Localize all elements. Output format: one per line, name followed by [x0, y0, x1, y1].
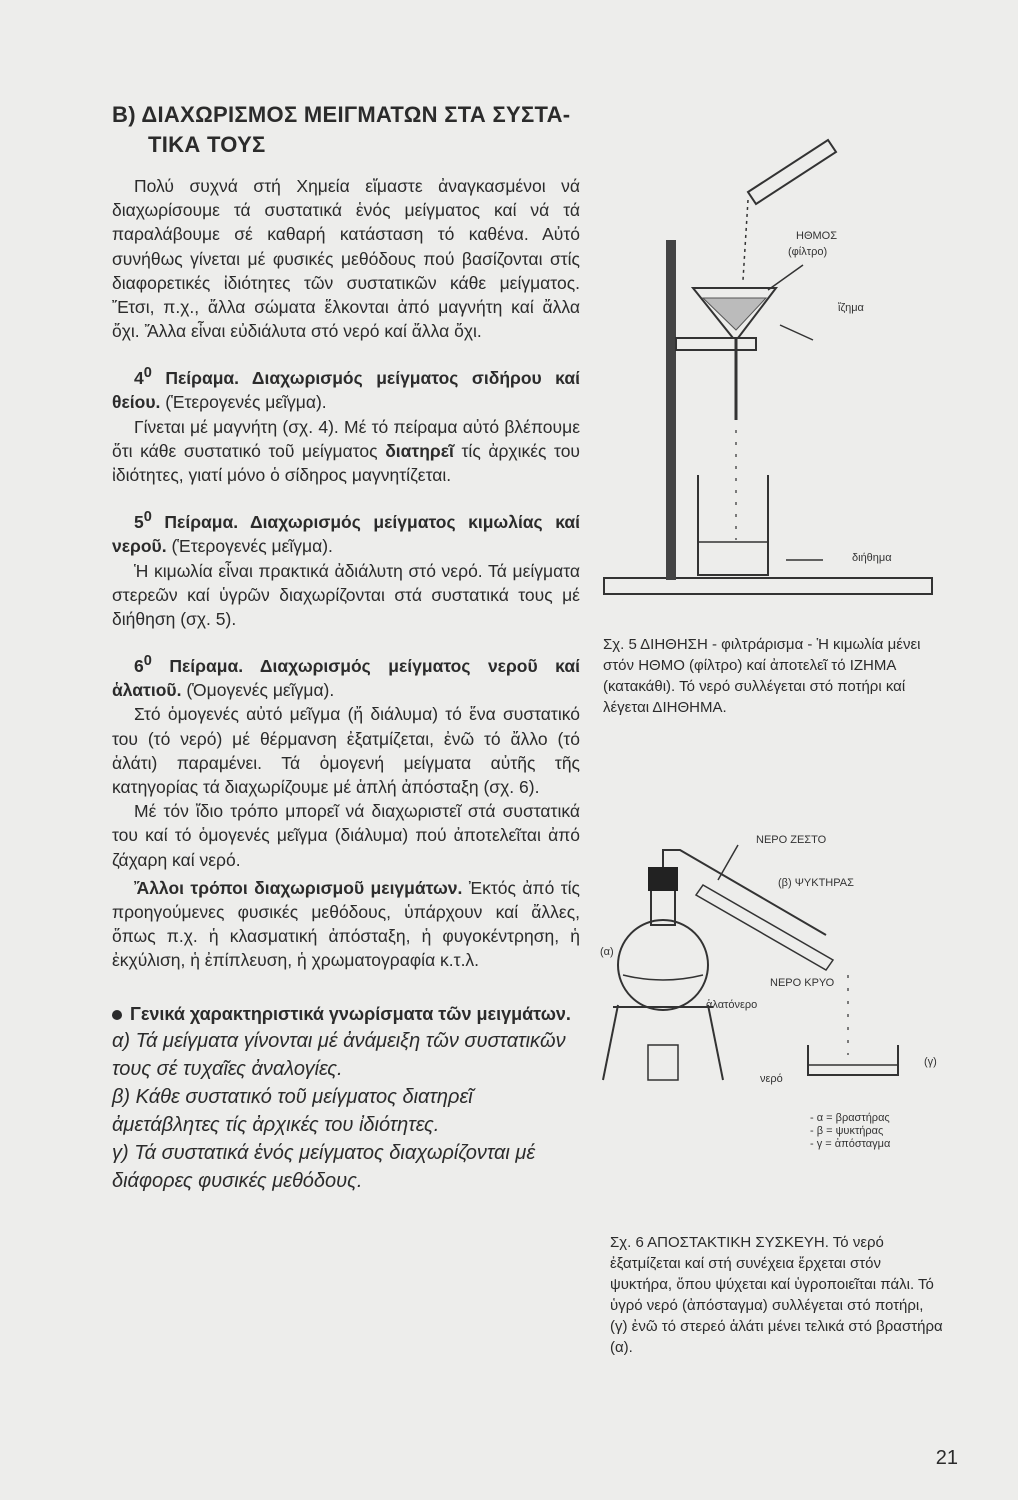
label-hot-water: ΝΕΡΟ ΖΕΣΤΟ — [756, 834, 827, 846]
legend — [810, 1112, 890, 1151]
page-number: 21 — [935, 1447, 958, 1469]
label-cooler: (β) ΨΥΚΤΗΡΑΣ — [778, 877, 854, 889]
experiment-6-head: Πείραμα. Διαχωρισμός μείγματος νεροῦ καί ἁλατιοῦ. — [112, 655, 580, 701]
label-distillate: (γ) — [924, 1056, 937, 1068]
label-filter-sub: (φίλτρο) — [788, 246, 828, 258]
experiment-5: $5^0$ Πείραμα. Διαχωρισμός μείγματος κιμωλίας καί νεροῦ. (Ἑτερογενές μεῖγμα). Ἡ κιμωλία εἶναι πρακτικά ἀδιάλυτη στό νερό. Τά μείγματα στερεῶν καί ὑγρῶν διαχωρίζονται στά συστατικά τους μέ διήθηση (σχ. 5). — [112, 505, 580, 631]
experiment-6: $6^0$ Πείραμα. Διαχωρισμός μείγματος νεροῦ καί ἁλατιοῦ. (Ὁμογενές μεῖγμα). Στό ὁμογενές αὐτό μεῖγμα (ἤ διάλυμα) τό ἕνα συστατικό του (τό νερό) μέ θέρμανση ἐξατμίζεται, ἐνῶ τό ἄλλο (τό ἁλάτι) παραμένει. Τά ὁμογενή μείγματα αὐτῆς τῆς κατηγορίας τά διαχωρίζουμε μέ ἁπλή ἀπόσταξη (σχ. 6). Μέ τόν ἴδιο τρόπο μπορεῖ νά διαχωριστεῖ στά συστατικά του καί τό ὁμογενές μεῖγμα (διάλυμα) πού ἀποτελεῖται ἀπό ζάχαρη καί νερό. — [112, 649, 580, 872]
fig5-caption: Σχ. 5 ΔΙΗΘΗΣΗ - φιλτράρισμα - Ἡ κιμωλία μένει στόν ΗΘΜΟ (φίλτρο) καί ἀποτελεῖ τό ΙΖΗΜΑ (κατακάθι). Τό νερό συλλέγεται στό ποτήρι καί λέγεται ΔΙΗΘΗΜΑ. — [603, 636, 921, 716]
section-title-line2: ΤΙΚΑ ΤΟΥΣ — [148, 132, 266, 157]
section-title — [112, 100, 580, 160]
label-residue: ἴζημα — [838, 302, 864, 314]
experiment-5-head: Πείραμα. Διαχωρισμός μείγματος κιμωλίας καί νεροῦ. — [112, 512, 580, 557]
general-item-a: α) Τά μείγματα γίνονται μέ ἀνάμειξη τῶν συστατικῶν τους σέ τυχαῖες ἀναλογίες. — [112, 1029, 566, 1080]
experiment-4-body2: τίς ἀρχικές του ἰδιότητες, γιατί μόνο ὁ σίδηρος μαγνητίζεται. — [112, 440, 581, 486]
bullet-icon — [112, 1010, 122, 1020]
legend-item: - α = βραστήρας — [810, 1112, 890, 1124]
fig6-caption: Σχ. 6 ΑΠΟΣΤΑΚΤΙΚΗ ΣΥΣΚΕΥΗ. Τό νερό ἐξατμίζεται καί στή συνέχεια ἔρχεται στόν ψυκτήρα, ὅπου ψύχεται καί ὑγροποιεῖται πάλι. Τό ὑγρό νερό (ἀπόσταγμα) συλλέγεται στό ποτήρι, (γ) ἐνῶ τό στερεό ἁλάτι μένει τελικά στό βραστήρα (α). — [610, 1234, 943, 1356]
experiment-6-body: Στό ὁμογενές αὐτό μεῖγμα (ἤ διάλυμα) τό ἕνα συστατικό του (τό νερό) μέ θέρμανση ἐξατμίζεται, ἐνῶ τό ἄλλο (τό ἁλάτι) παραμένει. Τά ὁμογενή μείγματα αὐτῆς τῆς κατηγορίας τά διαχωρίζουμε μέ ἁπλή ἀπόσταξη (σχ. 6). — [112, 704, 580, 797]
left-column — [112, 100, 580, 1195]
other-methods — [112, 876, 580, 973]
general-characteristics-head: Γενικά χαρακτηριστικά γνωρίσματα τῶν μειγμάτων. — [112, 1001, 580, 1027]
label-water: νερό — [760, 1073, 783, 1085]
label-filter: ΗΘΜΟΣ — [796, 230, 838, 242]
experiment-4-head: Πείραμα. Διαχωρισμός μείγματος σιδήρου καί θείου. — [112, 368, 580, 413]
other-methods-body: Ἐκτός ἀπό τίς προηγούμενες φυσικές μεθόδους, ὑπάρχουν καί ἄλλες, ὅπως π.χ. ἡ κλασματική ἀπόσταξη, ἡ φυγοκέντρηση, ἡ ἐκχύλιση, ἡ ἐπίπλευση, ἡ χρωματογραφία κ.τ.λ. — [112, 877, 580, 971]
label-cold-water: ΝΕΡΟ ΚΡΥΟ — [770, 977, 835, 989]
experiment-4-body: Γίνεται μέ μαγνήτη (σχ. 4). Μέ τό πείραμα αὐτό βλέπουμε ὅτι κάθε συστατικό τοῦ μείγματος — [112, 416, 580, 461]
section-title-line1: Β) ΔΙΑΧΩΡΙΣΜΟΣ ΜΕΙΓΜΑΤΩΝ ΣΤΑ ΣΥΣΤΑ- — [112, 102, 571, 127]
experiment-5-num: 5 — [134, 512, 144, 533]
general-item-c: γ) Τά συστατικά ἑνός μείγματος διαχωρίζονται μέ διάφορες φυσικές μεθόδους. — [112, 1141, 536, 1192]
experiment-6-body2: Μέ τόν ἴδιο τρόπο μπορεῖ νά διαχωριστεῖ στά συστατικά του καί τό ὁμογενές μεῖγμα (διάλυμα) πού ἀποτελεῖται ἀπό ζάχαρη καί νερό. — [112, 801, 580, 870]
experiment-4-bold: διατηρεῖ — [385, 440, 454, 461]
intro-paragraph: Πολύ συχνά στή Χημεία εἴμαστε ἀναγκασμένοι νά διαχωρίσουμε τά συστατικά ἑνός μείγματος καί νά τά παραλάβουμε σέ καθαρή κατάσταση τό καθένα. Αὐτό συνήθως γίνεται μέ φυσικές μεθόδους πού βασίζονται στίς διαφορετικές ἰδιότητες τῶν συστατικῶν κάθε μείγματος. Ἔτσι, π.χ., ἄλλα σώματα ἕλκονται ἀπό μαγνήτη καί ἄλλα ὄχι. Ἄλλα εἶναι εὐδιάλυτα στό νερό καί ἄλλα ὄχι. — [112, 176, 580, 342]
experiment-4: $4^0$ Πείραμα. Διαχωρισμός μείγματος σιδήρου καί θείου. (Ἑτερογενές μεῖγμα). Γίνεται μέ μαγνήτη (σχ. 4). Μέ τό πείραμα αὐτό βλέπουμε ὅτι κάθε συστατικό τοῦ μείγματος διατηρεῖ τίς ἀρχικές του ἰδιότητες, γιατί μόνο ὁ σίδηρος μαγνητίζεται. — [112, 365, 581, 486]
filtration-diagram — [598, 120, 938, 610]
experiment-5-type: (Ἑτερογενές μεῖγμα). — [171, 536, 333, 557]
experiment-6-num: 6 — [134, 655, 144, 676]
legend-item: - β = ψυκτήρας — [810, 1125, 884, 1137]
experiment-6-type: (Ὁμογενές μεῖγμα). — [186, 680, 335, 701]
label-boiler: (α) — [600, 946, 614, 958]
label-saltwater: ἁλατόνερο — [706, 999, 758, 1011]
experiment-5-body: Ἡ κιμωλία εἶναι πρακτικά ἀδιάλυτη στό νερό. Τά μείγματα στερεῶν καί ὑγρῶν διαχωρίζονται στά συστατικά τους μέ διήθηση (σχ. 5). — [112, 560, 580, 629]
label-filtrate: διήθημα — [852, 552, 892, 564]
experiment-4-type: (Ἑτερογενές μεῖγμα). — [165, 392, 327, 413]
general-item-b: β) Κάθε συστατικό τοῦ μείγματος διατηρεῖ ἀμετάβλητες τίς ἀρχικές του ἰδιότητες. — [112, 1085, 473, 1136]
experiment-4-num: 4 — [134, 368, 144, 389]
legend-item: - γ = ἀπόσταγμα — [810, 1138, 891, 1150]
other-methods-head: Ἄλλοι τρόποι διαχωρισμοῦ μειγμάτων. — [134, 877, 463, 898]
distillation-diagram — [598, 825, 938, 1095]
